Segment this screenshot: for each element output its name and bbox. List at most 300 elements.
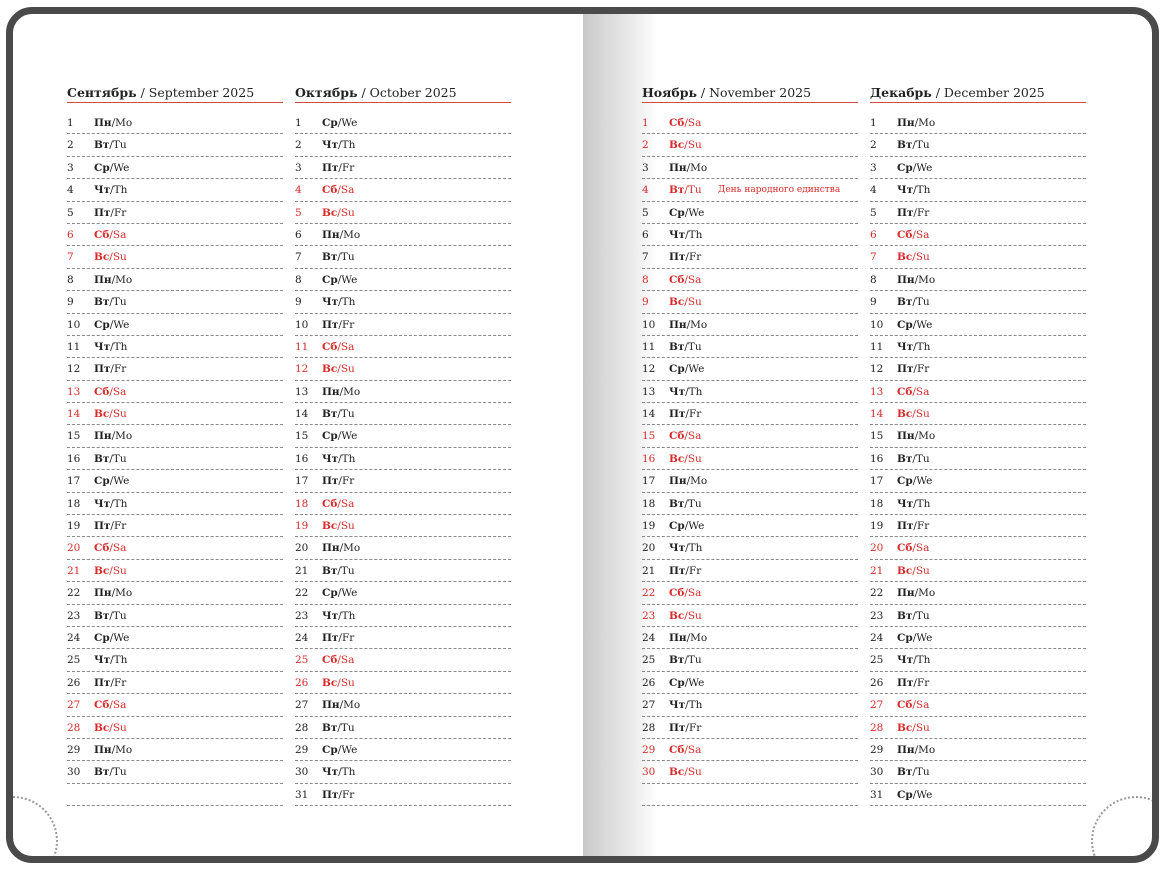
day-number: 25 — [295, 654, 309, 667]
day-row — [870, 225, 1086, 246]
weekday-ru: Вс — [94, 564, 110, 577]
weekday-ru: Пн — [94, 430, 112, 443]
weekday-en: /Su — [337, 676, 355, 689]
day-number: 18 — [295, 497, 309, 510]
day-row — [295, 113, 511, 134]
weekday-en: /Mo — [914, 117, 936, 129]
weekday — [94, 180, 127, 200]
weekday — [94, 695, 126, 715]
weekday-ru: Сб — [322, 654, 338, 667]
day-number: 22 — [67, 587, 81, 600]
day-row — [870, 337, 1086, 358]
weekday-en: /Mo — [339, 228, 361, 241]
day-row — [67, 628, 283, 649]
weekday-en: /We — [109, 318, 130, 331]
weekday-ru: Пн — [669, 475, 687, 488]
weekday — [94, 337, 127, 357]
weekday-en: /Sa — [684, 587, 702, 600]
day-row — [295, 337, 511, 358]
weekday — [669, 740, 701, 760]
day-number: 9 — [642, 296, 649, 309]
day-number: 30 — [295, 766, 309, 779]
weekday — [94, 382, 126, 402]
day-list — [870, 113, 1086, 806]
weekday-en: /Tu — [912, 139, 930, 152]
day-number: 7 — [67, 251, 74, 264]
day-number: 23 — [67, 609, 81, 622]
weekday — [669, 449, 702, 469]
weekday-en: /Sa — [337, 654, 355, 667]
weekday — [669, 225, 702, 245]
weekday — [322, 247, 355, 267]
day-number: 29 — [67, 743, 81, 756]
day-row — [295, 718, 511, 739]
weekday — [94, 315, 129, 335]
weekday-ru: Вс — [322, 363, 338, 376]
day-number: 31 — [295, 788, 309, 801]
day-row — [295, 740, 511, 761]
weekday-ru: Пн — [94, 273, 112, 286]
weekday-en: /Tu — [684, 654, 702, 667]
weekday-ru: Пн — [322, 385, 340, 398]
weekday-ru: Пт — [322, 161, 339, 174]
weekday-ru: Чт — [94, 654, 111, 667]
weekday — [94, 471, 129, 491]
day-row — [642, 561, 858, 582]
month-name-en: / October 2025 — [357, 85, 457, 100]
day-row — [67, 158, 283, 179]
weekday — [94, 494, 127, 514]
day-row — [295, 762, 511, 783]
month-september — [67, 84, 283, 807]
weekday-ru: Вт — [94, 139, 110, 152]
weekday-en: /Fr — [913, 206, 930, 219]
day-row — [295, 449, 511, 470]
weekday-en: /Th — [685, 699, 703, 712]
weekday-en: /Th — [110, 340, 128, 353]
day-number: 5 — [67, 206, 74, 219]
day-row — [870, 762, 1086, 783]
weekday-en: /We — [912, 318, 933, 331]
day-row — [67, 561, 283, 582]
day-number: 4 — [67, 184, 74, 197]
day-number: 31 — [870, 788, 884, 801]
weekday — [669, 471, 707, 491]
day-row — [870, 113, 1086, 134]
weekday-en: /Fr — [913, 676, 930, 689]
weekday — [897, 404, 930, 424]
weekday-ru: Пн — [94, 587, 112, 600]
day-row — [642, 650, 858, 671]
day-row — [870, 606, 1086, 627]
weekday-en: /Sa — [912, 385, 930, 398]
weekday-en: /Tu — [109, 139, 127, 152]
weekday-en: /We — [684, 363, 705, 376]
weekday-en: /Fr — [110, 206, 127, 219]
weekday — [322, 628, 354, 648]
weekday-ru: Вс — [322, 676, 338, 689]
weekday-ru: Сб — [94, 542, 110, 555]
weekday — [94, 740, 132, 760]
day-row — [642, 426, 858, 447]
weekday — [669, 315, 707, 335]
weekday — [897, 315, 932, 335]
weekday-ru: Пт — [322, 788, 339, 801]
weekday-ru: Пн — [669, 631, 687, 644]
day-number: 1 — [295, 117, 302, 129]
month-name-ru: Сентябрь — [67, 85, 137, 100]
weekday-en: /Fr — [110, 520, 127, 533]
day-number: 30 — [870, 766, 884, 779]
day-number: 15 — [642, 430, 656, 443]
day-number: 21 — [295, 564, 309, 577]
weekday-ru: Сб — [94, 385, 110, 398]
weekday-en: /Su — [109, 408, 127, 421]
weekday-ru: Пн — [669, 161, 687, 174]
weekday-ru: Вс — [669, 452, 685, 465]
weekday — [669, 382, 702, 402]
day-row — [295, 359, 511, 380]
weekday — [322, 583, 357, 603]
weekday-en: /Tu — [337, 721, 355, 734]
weekday-en: /Mo — [914, 743, 936, 756]
weekday — [897, 426, 935, 446]
day-row — [295, 471, 511, 492]
day-row — [870, 650, 1086, 671]
weekday-ru: Вс — [897, 721, 913, 734]
day-number: 29 — [870, 743, 884, 756]
weekday-en: /Fr — [110, 363, 127, 376]
day-number: 9 — [295, 296, 302, 309]
weekday — [897, 785, 932, 805]
weekday — [669, 426, 701, 446]
day-number: 11 — [642, 340, 656, 353]
day-row — [295, 538, 511, 559]
weekday — [322, 561, 355, 581]
weekday — [897, 583, 935, 603]
day-row — [67, 203, 283, 224]
weekday-en: /We — [912, 631, 933, 644]
day-number: 17 — [67, 475, 81, 488]
weekday-en: /Sa — [912, 228, 930, 241]
day-number: 15 — [870, 430, 884, 443]
weekday-en: /Mo — [111, 273, 133, 286]
day-row — [870, 359, 1086, 380]
weekday-en: /Su — [337, 520, 355, 533]
day-number: 27 — [67, 699, 81, 712]
weekday — [322, 718, 355, 738]
day-number: 4 — [870, 184, 877, 197]
day-row — [67, 382, 283, 403]
weekday-ru: Вс — [897, 251, 913, 264]
weekday-en: /We — [337, 117, 358, 129]
day-number: 26 — [870, 676, 884, 689]
weekday-en: /Fr — [685, 408, 702, 421]
day-row — [642, 135, 858, 156]
weekday — [322, 337, 354, 357]
day-row — [67, 225, 283, 246]
month-title — [642, 84, 858, 103]
weekday — [322, 158, 354, 178]
weekday — [897, 628, 932, 648]
day-row — [67, 337, 283, 358]
weekday — [897, 158, 932, 178]
weekday — [94, 628, 129, 648]
weekday-ru: Пт — [94, 363, 111, 376]
day-row — [870, 538, 1086, 559]
weekday-ru: Сб — [322, 184, 338, 197]
day-row — [67, 538, 283, 559]
day-row — [295, 225, 511, 246]
weekday — [669, 292, 702, 312]
weekday — [322, 740, 357, 760]
weekday-ru: Вс — [94, 408, 110, 421]
weekday-ru: Вт — [897, 766, 913, 779]
day-number: 5 — [870, 206, 877, 219]
day-number: 24 — [295, 631, 309, 644]
weekday — [897, 247, 930, 267]
weekday — [94, 359, 126, 379]
day-number: 14 — [67, 408, 81, 421]
day-row — [295, 516, 511, 537]
weekday — [322, 785, 354, 805]
weekday-ru: Вс — [669, 766, 685, 779]
weekday-ru: Сб — [897, 385, 913, 398]
weekday — [94, 449, 127, 469]
weekday-en: /Fr — [110, 676, 127, 689]
day-number: 20 — [67, 542, 81, 555]
weekday — [897, 471, 932, 491]
weekday-ru: Чт — [669, 385, 686, 398]
day-number: 14 — [870, 408, 884, 421]
weekday — [897, 292, 930, 312]
weekday-ru: Вс — [669, 139, 685, 152]
weekday — [669, 516, 704, 536]
day-row — [67, 359, 283, 380]
weekday-en: /Mo — [914, 273, 936, 286]
weekday-ru: Чт — [322, 452, 339, 465]
weekday-en: /Th — [110, 184, 128, 197]
day-row — [642, 762, 858, 783]
weekday — [669, 538, 702, 558]
weekday — [322, 203, 355, 223]
weekday — [322, 449, 355, 469]
day-number: 24 — [67, 631, 81, 644]
weekday-en: /We — [109, 631, 130, 644]
weekday-en: /Tu — [684, 340, 702, 353]
weekday — [669, 203, 704, 223]
weekday-ru: Вт — [669, 184, 685, 197]
day-row — [295, 247, 511, 268]
day-row — [870, 270, 1086, 291]
day-row — [67, 426, 283, 447]
weekday-en: /We — [684, 206, 705, 219]
weekday-en: /Fr — [685, 251, 702, 264]
weekday-en: /Tu — [337, 564, 355, 577]
weekday-ru: Ср — [322, 273, 338, 286]
weekday-en: /Su — [337, 206, 355, 219]
day-row — [67, 404, 283, 425]
day-number: 25 — [870, 654, 884, 667]
day-row — [642, 359, 858, 380]
day-row — [870, 561, 1086, 582]
weekday-en: /Mo — [914, 430, 936, 443]
weekday-en: /Mo — [111, 117, 133, 129]
day-number: 9 — [870, 296, 877, 309]
weekday-ru: Чт — [322, 296, 339, 309]
weekday-ru: Сб — [897, 699, 913, 712]
weekday — [94, 247, 127, 267]
weekday — [94, 203, 126, 223]
weekday — [322, 135, 355, 155]
weekday — [669, 628, 707, 648]
weekday-ru: Вт — [897, 139, 913, 152]
weekday-en: /Su — [912, 251, 930, 264]
month-name-en: / November 2025 — [696, 85, 812, 100]
weekday — [897, 449, 930, 469]
weekday-en: /Th — [685, 228, 703, 241]
weekday-ru: Пт — [94, 206, 111, 219]
weekday-en: /Sa — [337, 340, 355, 353]
weekday-ru: Вт — [669, 654, 685, 667]
weekday-en: /Th — [913, 497, 931, 510]
weekday — [897, 538, 929, 558]
day-row — [67, 113, 283, 134]
weekday-ru: Сб — [669, 273, 685, 286]
weekday-ru: Пн — [322, 542, 340, 555]
weekday — [897, 113, 935, 133]
day-number: 18 — [870, 497, 884, 510]
day-number: 13 — [870, 385, 884, 398]
day-number: 22 — [870, 587, 884, 600]
day-row — [295, 404, 511, 425]
day-row — [870, 158, 1086, 179]
weekday — [322, 538, 360, 558]
weekday-ru: Ср — [94, 161, 110, 174]
day-number: 16 — [67, 452, 81, 465]
day-number: 25 — [67, 654, 81, 667]
month-october — [295, 84, 511, 807]
day-number: 7 — [295, 251, 302, 264]
weekday-en: /Su — [109, 251, 127, 264]
day-number: 5 — [642, 206, 649, 219]
weekday-en: /Mo — [914, 587, 936, 600]
day-row — [870, 382, 1086, 403]
day-number: 2 — [642, 139, 649, 152]
weekday-ru: Вт — [322, 251, 338, 264]
day-number: 16 — [870, 452, 884, 465]
day-row — [67, 673, 283, 694]
day-row — [67, 583, 283, 604]
day-row — [67, 785, 283, 806]
weekday-ru: Пн — [897, 430, 915, 443]
weekday — [897, 561, 930, 581]
weekday-en: /Fr — [685, 564, 702, 577]
day-row — [870, 695, 1086, 716]
weekday — [322, 516, 355, 536]
weekday-en: /Mo — [339, 542, 361, 555]
weekday-ru: Ср — [897, 161, 913, 174]
day-row — [642, 785, 858, 806]
weekday — [897, 606, 930, 626]
day-row — [295, 135, 511, 156]
weekday-en: /Th — [110, 654, 128, 667]
weekday-en: /Tu — [337, 251, 355, 264]
day-row — [295, 785, 511, 806]
day-number: 2 — [870, 139, 877, 152]
weekday-ru: Чт — [669, 699, 686, 712]
weekday — [94, 404, 127, 424]
weekday-en: /Tu — [109, 296, 127, 309]
weekday-en: /We — [337, 743, 358, 756]
weekday-ru: Пн — [897, 273, 915, 286]
day-number: 17 — [870, 475, 884, 488]
weekday-ru: Вт — [322, 564, 338, 577]
day-number: 20 — [295, 542, 309, 555]
weekday — [897, 359, 929, 379]
day-number: 19 — [67, 520, 81, 533]
weekday-ru: Чт — [94, 184, 111, 197]
weekday-ru: Вс — [94, 721, 110, 734]
day-number: 3 — [870, 161, 877, 174]
day-row — [642, 404, 858, 425]
weekday-en: /Fr — [338, 475, 355, 488]
day-number: 20 — [642, 542, 656, 555]
weekday-ru: Вт — [94, 766, 110, 779]
day-row — [295, 606, 511, 627]
day-number: 8 — [642, 273, 649, 286]
weekday-en: /Fr — [338, 161, 355, 174]
day-row — [870, 404, 1086, 425]
day-row — [642, 606, 858, 627]
weekday-en: /Th — [110, 497, 128, 510]
weekday — [94, 762, 127, 782]
weekday-en: /Tu — [109, 766, 127, 779]
day-number: 24 — [642, 631, 656, 644]
weekday — [669, 404, 701, 424]
weekday-ru: Сб — [669, 743, 685, 756]
weekday-ru: Ср — [94, 631, 110, 644]
weekday-ru: Сб — [897, 228, 913, 241]
day-number: 7 — [642, 251, 649, 264]
weekday — [669, 180, 702, 200]
weekday-ru: Пт — [322, 631, 339, 644]
day-number: 11 — [870, 340, 884, 353]
weekday — [94, 561, 127, 581]
weekday-ru: Сб — [322, 497, 338, 510]
holiday-note: День народного единства — [718, 185, 841, 196]
weekday-ru: Пт — [669, 721, 686, 734]
weekday-ru: Вт — [897, 609, 913, 622]
weekday-ru: Чт — [322, 139, 339, 152]
weekday-ru: Ср — [897, 631, 913, 644]
weekday-en: /Sa — [109, 228, 127, 241]
weekday-ru: Чт — [897, 340, 914, 353]
weekday — [669, 113, 701, 133]
day-number: 19 — [295, 520, 309, 533]
day-number: 10 — [642, 318, 656, 331]
weekday — [897, 337, 930, 357]
weekday-en: /Th — [338, 609, 356, 622]
weekday-en: /Th — [685, 542, 703, 555]
weekday-en: /We — [912, 475, 933, 488]
weekday — [322, 606, 355, 626]
weekday-en: /Th — [338, 766, 356, 779]
weekday-en: /Sa — [912, 699, 930, 712]
day-row — [67, 247, 283, 268]
weekday — [94, 516, 126, 536]
weekday-en: /Tu — [912, 296, 930, 309]
